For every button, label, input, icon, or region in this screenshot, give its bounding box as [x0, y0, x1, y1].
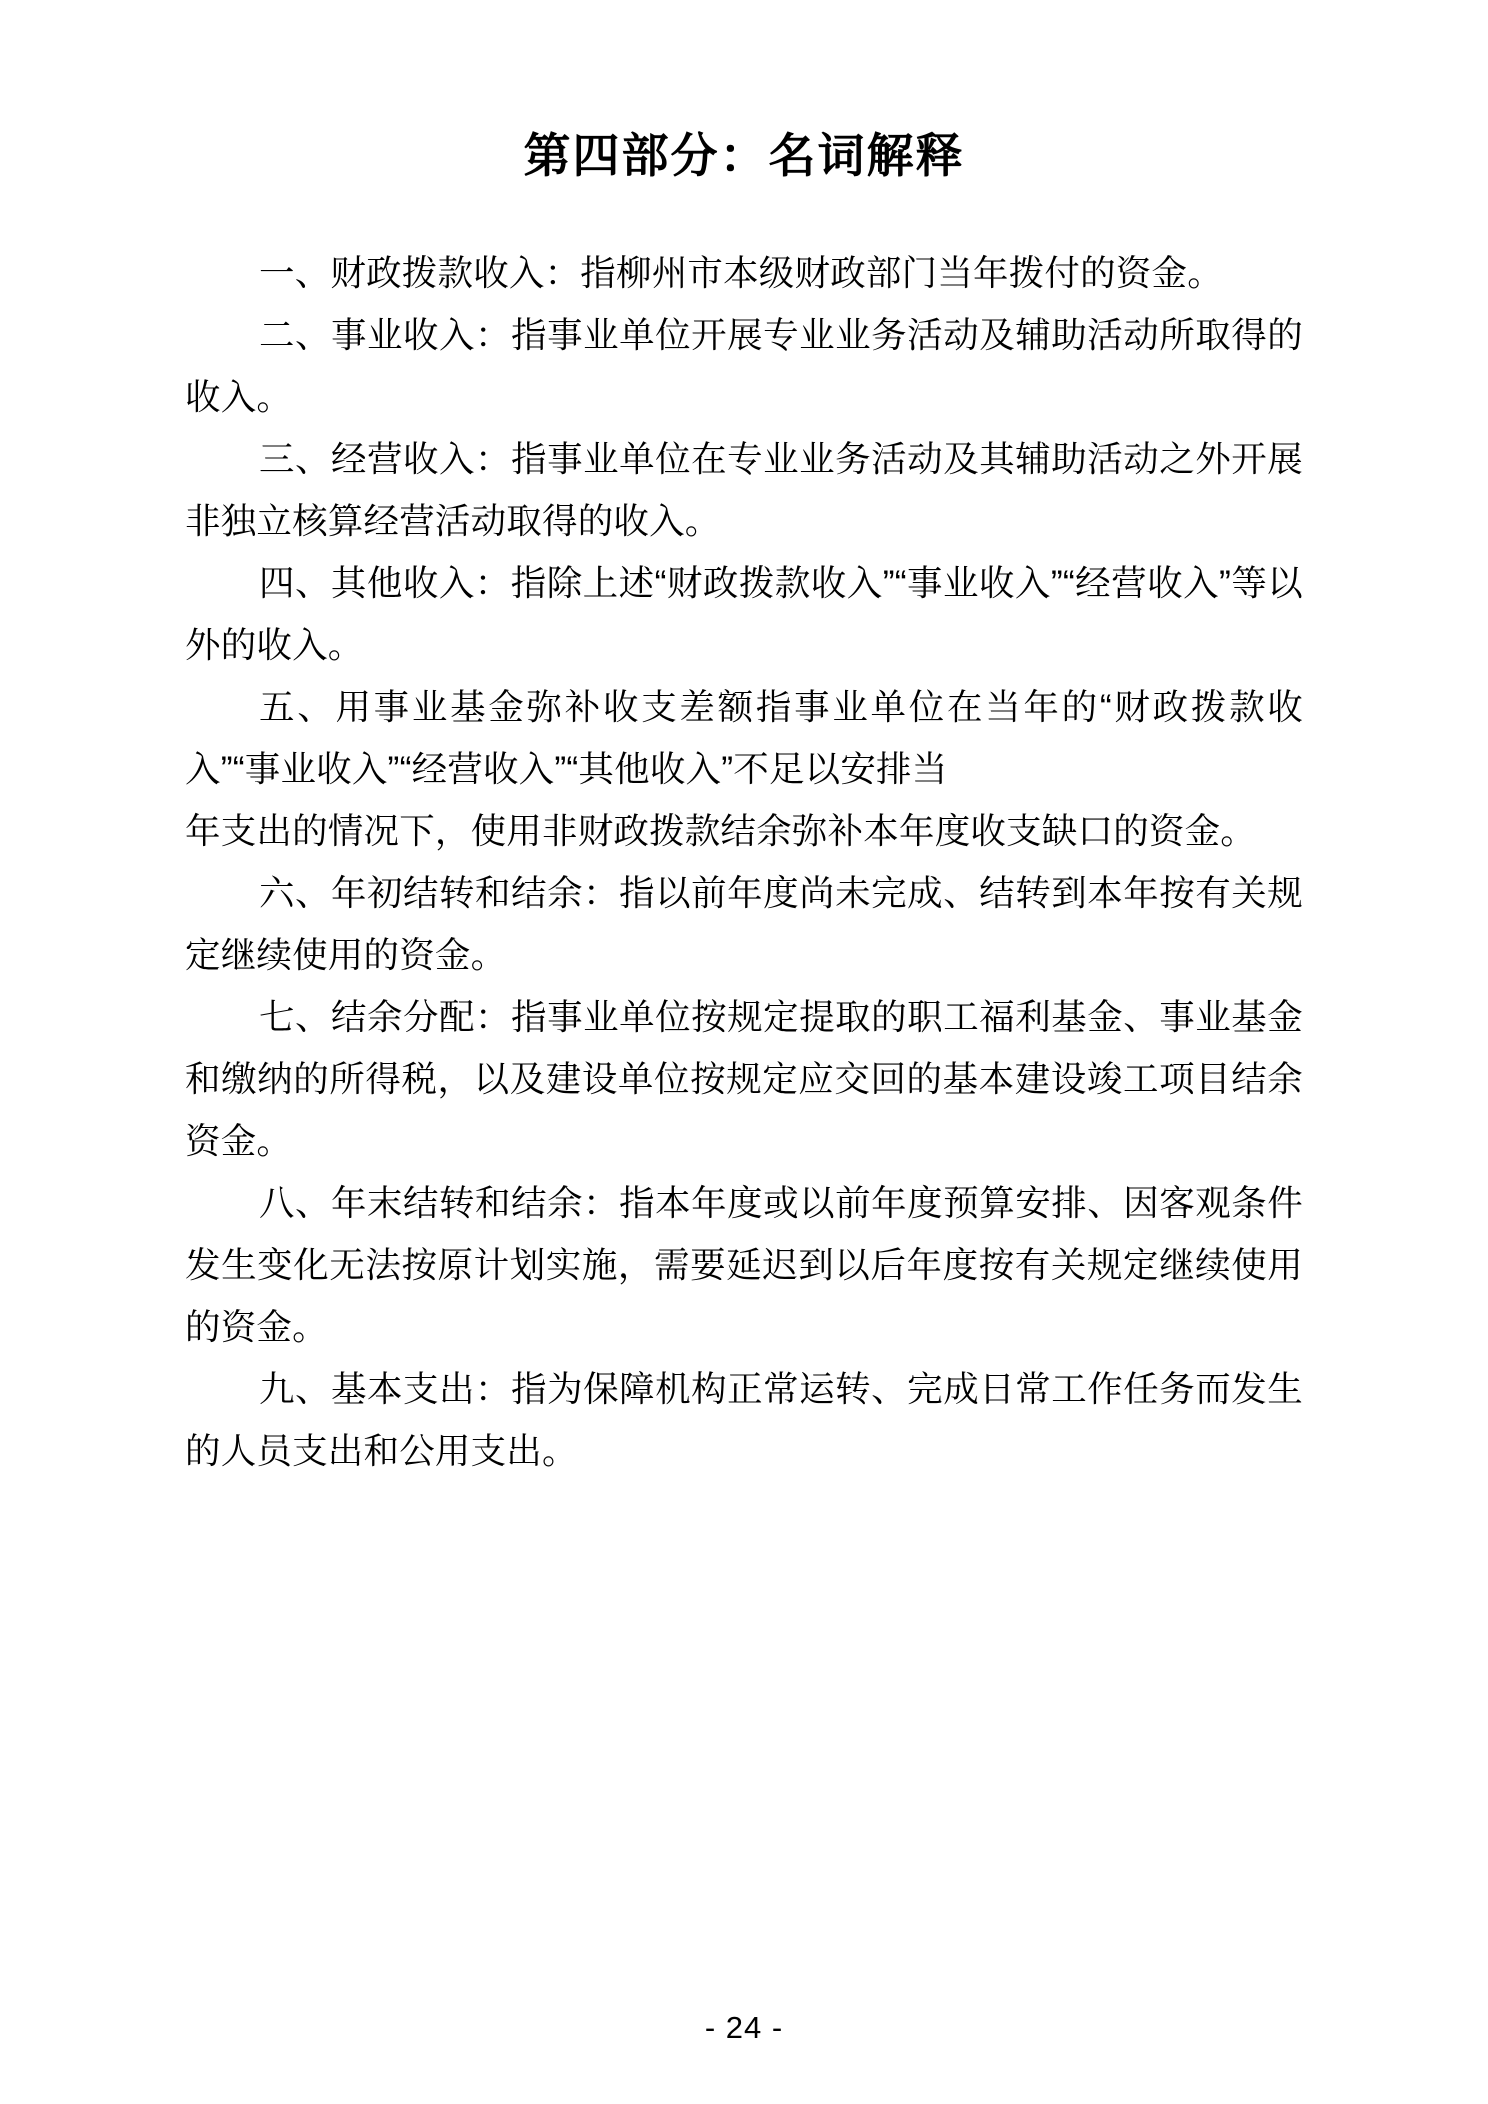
paragraph-5: 五、用事业基金弥补收支差额指事业单位在当年的“财政拨款收入”“事业收入”“经营收入”“其他收入”不足以安排当: [185, 687, 1303, 790]
page-title: 第四部分：名词解释: [523, 129, 965, 182]
paragraph-8: 八、年末结转和结余：指本年度或以前年度预算安排、因客观条件发生变化无法按原计划实施，需要延迟到以后年度按有关规定继续使用的资金。: [185, 1183, 1303, 1348]
paragraph-7: 七、结余分配：指事业单位按规定提取的职工福利基金、事业基金和缴纳的所得税，以及建设单位按规定应交回的基本建设竣工项目结余资金。: [185, 997, 1303, 1162]
document-body: [185, 242, 1303, 1482]
paragraph-2: 二、事业收入：指事业单位开展专业业务活动及辅助活动所取得的收入。: [185, 315, 1303, 418]
paragraph-6: 六、年初结转和结余：指以前年度尚未完成、结转到本年按有关规定继续使用的资金。: [185, 873, 1303, 976]
paragraph-9: 九、基本支出：指为保障机构正常运转、完成日常工作任务而发生的人员支出和公用支出。: [185, 1369, 1303, 1472]
page-number: - 24 -: [704, 2010, 784, 2045]
paragraph-4: 四、其他收入：指除上述“财政拨款收入”“事业收入”“经营收入”等以外的收入。: [185, 563, 1303, 666]
paragraph-3: 三、经营收入：指事业单位在专业业务活动及其辅助活动之外开展非独立核算经营活动取得的收入。: [185, 439, 1303, 542]
paragraph-5-continued: 年支出的情况下，使用非财政拨款结余弥补本年度收支缺口的资金。: [185, 811, 1257, 852]
paragraph-1: 一、财政拨款收入：指柳州市本级财政部门当年拨付的资金。: [259, 253, 1223, 294]
